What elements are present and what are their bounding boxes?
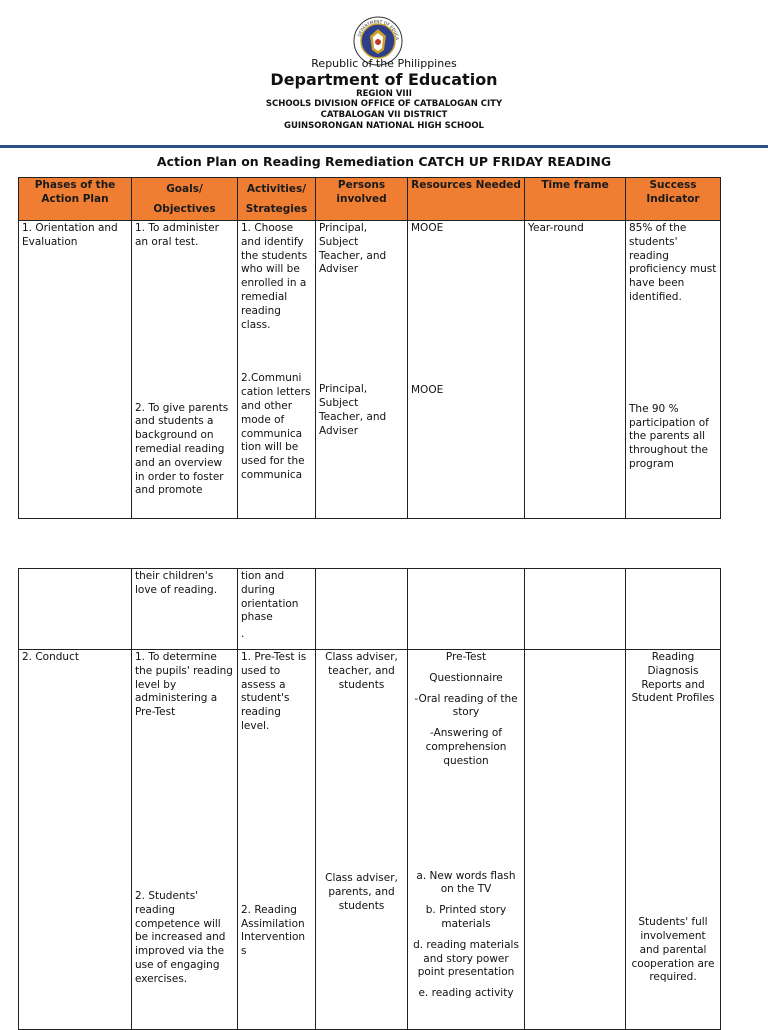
school-line: GUINSORONGAN NATIONAL HIGH SCHOOL bbox=[284, 121, 484, 131]
table-row bbox=[19, 221, 721, 519]
region-line: REGION VIII bbox=[356, 89, 412, 99]
timeframe-cell: Year-round bbox=[525, 221, 626, 519]
resource-item: Pre-Test bbox=[445, 651, 487, 663]
phase-cell: 2. Conduct bbox=[19, 650, 132, 1030]
persons-2: Class adviser, parents, and students bbox=[325, 872, 398, 912]
col-phases: Phases of the Action Plan bbox=[19, 178, 132, 221]
resource-item: Questionnaire bbox=[429, 671, 503, 684]
persons-1: Principal, Subject Teacher, and Adviser bbox=[319, 222, 387, 276]
phase-cell: 1. Orientation and Evaluation bbox=[19, 221, 132, 519]
table-row bbox=[19, 569, 721, 650]
document-title: Action Plan on Reading Remediation CATCH UP FRIDAY READING bbox=[156, 154, 612, 169]
persons-cell bbox=[316, 221, 408, 519]
action-plan-table-page-1 bbox=[18, 177, 721, 519]
seal-text: DEPARTMENT OF EDUCA bbox=[356, 18, 400, 41]
continued-activity-cell bbox=[238, 569, 316, 650]
indicator-cell bbox=[626, 650, 721, 1030]
continued-activity: tion and during orientation phase bbox=[241, 570, 299, 624]
persons-2: Principal, Subject Teacher, and Adviser bbox=[319, 383, 387, 437]
header-divider bbox=[0, 145, 768, 148]
col-indicator: Success Indicator bbox=[626, 178, 721, 221]
action-plan-table-page-2 bbox=[18, 568, 721, 1030]
resources-cell bbox=[408, 221, 525, 519]
activities-cell bbox=[238, 221, 316, 519]
activity-2: 2.Communi cation letters and other mode of communica tion will be used for the communica bbox=[241, 372, 311, 481]
resource-item: -Answering of comprehension question bbox=[425, 727, 507, 767]
republic-line: Republic of the Philippines bbox=[311, 57, 457, 70]
resources-2: MOOE bbox=[411, 383, 444, 396]
indicator-cell bbox=[626, 221, 721, 519]
district-line: CATBALOGAN VII DISTRICT bbox=[320, 110, 448, 120]
indicator-1: Reading Diagnosis Reports and Student Profiles bbox=[631, 651, 715, 705]
continued-goal-cell: their children's love of reading. bbox=[132, 569, 238, 650]
goal-1: 1. To determine the pupils' reading level by administering a Pre-Test bbox=[135, 651, 233, 719]
resource-item: -Oral reading of the story bbox=[414, 692, 518, 719]
resources-1: MOOE bbox=[411, 222, 444, 234]
indicator-2: Students' full involvement and parental cooperation are required. bbox=[631, 916, 715, 984]
col-resources: Resources Needed bbox=[408, 178, 525, 221]
resources-cell bbox=[408, 650, 525, 1030]
goal-2: 2. To give parents and students a background on remedial reading and an overview in order to foster and promote bbox=[135, 401, 229, 497]
table-header-row bbox=[19, 178, 721, 221]
persons-cell bbox=[316, 650, 408, 1030]
col-goals: Goals/ Objectives bbox=[132, 178, 238, 221]
col-persons: Persons involved bbox=[316, 178, 408, 221]
goals-cell bbox=[132, 650, 238, 1030]
persons-1: Class adviser, teacher, and students bbox=[325, 651, 398, 691]
indicator-1: 85% of the students' reading proficiency must have been identified. bbox=[629, 222, 717, 303]
continued-activity-dot: . bbox=[241, 628, 245, 641]
activity-1: 1. Pre-Test is used to assess a student's reading level. bbox=[241, 651, 307, 732]
activity-1: 1. Choose and identify the students who will be enrolled in a remedial reading class. bbox=[241, 222, 308, 331]
activities-cell bbox=[238, 650, 316, 1030]
resource-item: d. reading materials and story power point presentation bbox=[413, 938, 519, 979]
goals-cell bbox=[132, 221, 238, 519]
indicator-2: The 90 % participation of the parents all throughout the program bbox=[629, 402, 709, 470]
resource-item: a. New words flash on the TV bbox=[416, 869, 516, 896]
resource-item: e. reading activity bbox=[418, 987, 514, 1000]
resource-item: b. Printed story materials bbox=[425, 904, 507, 930]
goal-2: 2. Students' reading competence will be increased and improved via the use of engaging exercises. bbox=[135, 889, 226, 985]
activity-2: 2. Reading Assimilation Intervention s bbox=[241, 903, 306, 958]
col-timeframe: Time frame bbox=[525, 178, 626, 221]
col-activities: Activities/ Strategies bbox=[238, 178, 316, 221]
goal-1: 1. To administer an oral test. bbox=[135, 222, 219, 248]
table-row bbox=[19, 650, 721, 1030]
division-line: SCHOOLS DIVISION OFFICE OF CATBALOGAN CITY bbox=[265, 99, 503, 109]
department-name: Department of Education bbox=[270, 70, 498, 89]
